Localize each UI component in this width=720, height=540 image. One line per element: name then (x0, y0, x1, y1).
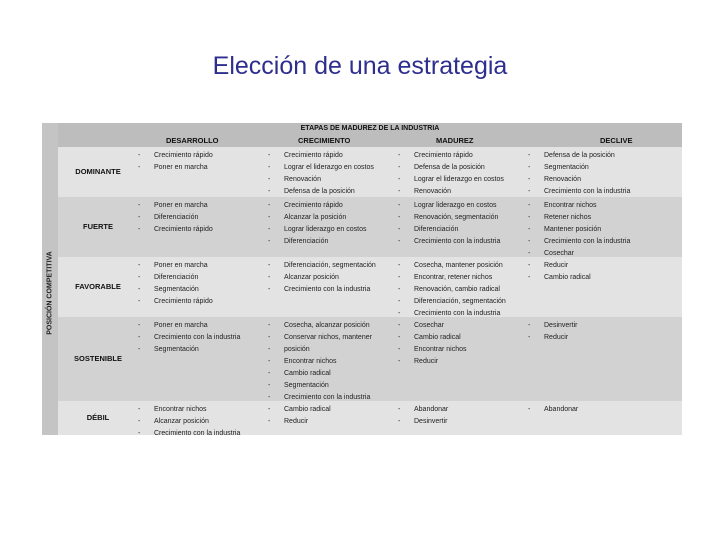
bullet-dash-icon: - (138, 298, 141, 305)
list-item (528, 236, 630, 248)
list-item-text: Lograr el liderazgo en costos (284, 164, 374, 171)
list-item-text: Crecimiento rápido (154, 298, 213, 305)
table-cell (268, 404, 331, 428)
list-item (528, 260, 591, 272)
bullet-dash-icon: - (398, 262, 401, 269)
bullet-dash-icon: - (138, 226, 141, 233)
list-item-text: Alcanzar posición (154, 418, 209, 425)
bullet-dash-icon: - (528, 406, 531, 413)
table-cell (138, 200, 213, 236)
list-item-text: Poner en marcha (154, 262, 208, 269)
list-item-text: Cambio radical (284, 406, 331, 413)
list-item-text: Crecimiento rápido (414, 152, 473, 159)
list-item-text: Cosecha, alcanzar posición (284, 322, 370, 329)
bullet-dash-icon: - (398, 358, 401, 365)
list-item (138, 416, 240, 428)
list-item (528, 174, 630, 186)
list-item-text: Poner en marcha (154, 164, 208, 171)
list-item-text: Encontrar nichos (414, 346, 467, 353)
list-item (398, 344, 467, 356)
bullet-dash-icon: - (138, 164, 141, 171)
list-item-text: Conservar nichos, mantener (284, 334, 372, 341)
bullet-dash-icon: - (398, 188, 401, 195)
table-cell (398, 260, 506, 320)
list-item (138, 212, 213, 224)
list-item-text: Abandonar (414, 406, 449, 413)
list-item (268, 236, 367, 248)
list-item (398, 260, 506, 272)
table-cell (138, 260, 213, 308)
list-item (268, 344, 372, 356)
list-item-text: Renovación (544, 176, 581, 183)
list-item-text: Crecimiento con la industria (414, 310, 501, 317)
list-item (268, 150, 374, 162)
list-item (398, 404, 448, 416)
bullet-dash-icon: - (268, 152, 271, 159)
list-item-text: Crecimiento con la industria (284, 286, 371, 293)
strategy-matrix-table (42, 123, 682, 435)
list-item (138, 272, 213, 284)
table-cell (528, 404, 578, 416)
list-item-text: Crecimiento rápido (154, 226, 213, 233)
list-item (138, 332, 240, 344)
column-header-declive: DECLIVE (600, 136, 633, 145)
table-cell (398, 320, 467, 368)
list-item (398, 356, 467, 368)
stages-header: ETAPAS DE MADUREZ DE LA INDUSTRIA (300, 125, 440, 132)
bullet-dash-icon: - (398, 406, 401, 413)
list-item (528, 224, 630, 236)
list-item (138, 224, 213, 236)
list-item (268, 224, 367, 236)
list-item-text: Cambio radical (414, 334, 461, 341)
list-item-text: Abandonar (544, 406, 579, 413)
bullet-dash-icon: - (528, 176, 531, 183)
list-item-text: Diferenciación (284, 238, 329, 245)
list-item-text: posición (284, 346, 310, 353)
bullet-dash-icon: - (138, 418, 141, 425)
bullet-dash-icon: - (528, 202, 531, 209)
list-item (138, 200, 213, 212)
list-item (528, 212, 630, 224)
bullet-dash-icon: - (268, 164, 271, 171)
bullet-dash-icon: - (528, 250, 531, 257)
list-item (138, 150, 213, 162)
bullet-dash-icon: - (138, 406, 141, 413)
bullet-dash-icon: - (398, 322, 401, 329)
table-cell (398, 200, 500, 248)
list-item (268, 416, 331, 428)
table-row (58, 257, 682, 317)
column-header-madurez: MADUREZ (436, 136, 474, 145)
bullet-dash-icon: - (268, 188, 271, 195)
list-item-text: Desinvertir (544, 322, 578, 329)
list-item (398, 320, 467, 332)
list-item (528, 404, 578, 416)
list-item-text: Desinvertir (414, 418, 448, 425)
bullet-dash-icon: - (398, 226, 401, 233)
list-item-text: Renovación (284, 176, 321, 183)
row-label: DOMINANTE (75, 167, 121, 176)
bullet-dash-icon: - (528, 334, 531, 341)
list-item (138, 296, 213, 308)
table-row (58, 197, 682, 257)
list-item-text: Renovación, cambio radical (414, 286, 500, 293)
list-item (398, 224, 500, 236)
list-item (528, 200, 630, 212)
list-item-text: Defensa de la posición (414, 164, 485, 171)
bullet-dash-icon: - (268, 394, 271, 401)
table-cell (268, 150, 374, 198)
column-header-crecimiento: CRECIMIENTO (298, 136, 351, 145)
list-item (398, 284, 506, 296)
table-row (58, 317, 682, 401)
list-item (138, 404, 240, 416)
bullet-dash-icon: - (268, 334, 271, 341)
list-item-text: Lograr el liderazgo en costos (414, 176, 504, 183)
bullet-dash-icon: - (138, 274, 141, 281)
bullet-dash-icon: - (398, 214, 401, 221)
list-item-text: Diferenciación, segmentación (284, 262, 376, 269)
table-row (58, 147, 682, 197)
table-cell (138, 404, 240, 440)
bullet-dash-icon: - (268, 202, 271, 209)
bullet-dash-icon: - (398, 346, 401, 353)
bullet-dash-icon: - (138, 214, 141, 221)
list-item-text: Diferenciación (414, 226, 459, 233)
list-item (398, 236, 500, 248)
list-item-text: Renovación, segmentación (414, 214, 499, 221)
bullet-dash-icon: - (268, 176, 271, 183)
table-cell (138, 320, 240, 356)
bullet-dash-icon: - (268, 358, 271, 365)
list-item-text: Encontrar nichos (154, 406, 207, 413)
list-item-text: Crecimiento con la industria (284, 394, 371, 401)
bullet-dash-icon: - (398, 238, 401, 245)
bullet-dash-icon: - (138, 334, 141, 341)
list-item-text: Segmentación (284, 382, 329, 389)
list-item (398, 296, 506, 308)
table-cell (528, 200, 630, 260)
row-label: FAVORABLE (75, 282, 121, 291)
list-item-text: Crecimiento con la industria (544, 188, 631, 195)
list-item (268, 260, 376, 272)
list-item (268, 404, 331, 416)
list-item-text: Cambio radical (284, 370, 331, 377)
side-axis (42, 123, 58, 435)
bullet-dash-icon: - (268, 226, 271, 233)
list-item-text: Crecimiento rápido (154, 152, 213, 159)
list-item (138, 284, 213, 296)
list-item-text: Crecimiento rápido (284, 202, 343, 209)
bullet-dash-icon: - (398, 418, 401, 425)
bullet-dash-icon: - (268, 262, 271, 269)
table-cell (398, 404, 448, 428)
list-item-text: Mantener posición (544, 226, 602, 233)
bullet-dash-icon: - (398, 152, 401, 159)
bullet-dash-icon: - (138, 322, 141, 329)
table-cell (528, 260, 591, 284)
bullet-dash-icon: - (268, 286, 271, 293)
table-cell (528, 320, 577, 344)
list-item-text: Cambio radical (544, 274, 591, 281)
bullet-dash-icon: - (398, 202, 401, 209)
list-item (528, 332, 577, 344)
bullet-dash-icon: - (398, 298, 401, 305)
table-row (58, 401, 682, 435)
bullet-dash-icon: - (528, 164, 531, 171)
list-item (398, 174, 504, 186)
side-axis-label: POSICIÓN COMPETITIVA (46, 251, 54, 335)
table-cell (138, 150, 213, 174)
list-item-text: Cosecha, mantener posición (414, 262, 503, 269)
list-item (268, 320, 372, 332)
list-item (398, 212, 500, 224)
list-item-text: Crecimiento rápido (284, 152, 343, 159)
list-item-text: Reducir (284, 418, 309, 425)
bullet-dash-icon: - (398, 164, 401, 171)
table-cell (398, 150, 504, 198)
bullet-dash-icon: - (398, 274, 401, 281)
list-item-text: Cosechar (414, 322, 444, 329)
bullet-dash-icon: - (528, 152, 531, 159)
list-item (268, 284, 376, 296)
bullet-dash-icon: - (528, 274, 531, 281)
list-item (268, 212, 367, 224)
list-item-text: Encontrar nichos (544, 202, 597, 209)
bullet-dash-icon: - (138, 152, 141, 159)
list-item-text: Cosechar (544, 250, 574, 257)
bullet-dash-icon: - (268, 406, 271, 413)
bullet-dash-icon: - (398, 310, 401, 317)
list-item-text: Crecimiento con la industria (544, 238, 631, 245)
list-item-text: Diferenciación, segmentación (414, 298, 506, 305)
list-item (268, 200, 367, 212)
row-label: SOSTENIBLE (74, 354, 122, 363)
bullet-dash-icon: - (268, 382, 271, 389)
bullet-dash-icon: - (398, 176, 401, 183)
bullet-dash-icon: - (528, 214, 531, 221)
list-item (268, 332, 372, 344)
bullet-dash-icon: - (268, 238, 271, 245)
list-item (268, 174, 374, 186)
table-cell (268, 260, 376, 296)
list-item-text: Segmentación (544, 164, 589, 171)
list-item (268, 380, 372, 392)
list-item-text: Encontrar nichos (284, 358, 337, 365)
bullet-dash-icon: - (138, 430, 141, 437)
bullet-dash-icon: - (268, 346, 271, 353)
bullet-dash-icon: - (398, 334, 401, 341)
list-item (138, 260, 213, 272)
list-item (138, 344, 240, 356)
list-item-text: Poner en marcha (154, 322, 208, 329)
list-item-text: Crecimiento con la industria (154, 430, 241, 437)
bullet-dash-icon: - (138, 202, 141, 209)
list-item-text: Lograr liderazgo en costos (284, 226, 367, 233)
table-cell (268, 320, 372, 404)
list-item (528, 150, 630, 162)
list-item (138, 162, 213, 174)
list-item-text: Lograr liderazgo en costos (414, 202, 497, 209)
list-item-text: Diferenciación (154, 274, 199, 281)
list-item (138, 428, 240, 440)
bullet-dash-icon: - (528, 238, 531, 245)
list-item-text: Encontrar, retener nichos (414, 274, 493, 281)
table-cell (268, 200, 367, 248)
list-item (398, 162, 504, 174)
bullet-dash-icon: - (528, 226, 531, 233)
bullet-dash-icon: - (268, 322, 271, 329)
bullet-dash-icon: - (138, 262, 141, 269)
bullet-dash-icon: - (268, 214, 271, 221)
list-item (398, 200, 500, 212)
list-item-text: Alcanzar posición (284, 274, 339, 281)
bullet-dash-icon: - (528, 322, 531, 329)
bullet-dash-icon: - (268, 418, 271, 425)
list-item (528, 320, 577, 332)
list-item-text: Renovación (414, 188, 451, 195)
list-item-text: Crecimiento con la industria (154, 334, 241, 341)
bullet-dash-icon: - (528, 262, 531, 269)
bullet-dash-icon: - (398, 286, 401, 293)
bullet-dash-icon: - (138, 346, 141, 353)
table-header (58, 123, 682, 147)
list-item (398, 416, 448, 428)
bullet-dash-icon: - (138, 286, 141, 293)
bullet-dash-icon: - (268, 274, 271, 281)
list-item-text: Segmentación (154, 286, 199, 293)
slide-title: Elección de una estrategia (212, 52, 508, 80)
list-item-text: Reducir (414, 358, 439, 365)
list-item-text: Defensa de la posición (544, 152, 615, 159)
column-header-desarrollo: DESARROLLO (166, 136, 219, 145)
list-item (398, 150, 504, 162)
list-item-text: Diferenciación (154, 214, 199, 221)
list-item (268, 162, 374, 174)
list-item-text: Segmentación (154, 346, 199, 353)
bullet-dash-icon: - (268, 370, 271, 377)
list-item-text: Reducir (544, 262, 569, 269)
list-item-text: Reducir (544, 334, 569, 341)
bullet-dash-icon: - (528, 188, 531, 195)
list-item (268, 368, 372, 380)
list-item-text: Poner en marcha (154, 202, 208, 209)
list-item-text: Defensa de la posición (284, 188, 355, 195)
row-label: DÉBIL (86, 413, 110, 422)
list-item-text: Alcanzar la posición (284, 214, 347, 221)
list-item (398, 332, 467, 344)
row-label: FUERTE (83, 222, 113, 231)
list-item (398, 272, 506, 284)
list-item-text: Retener nichos (544, 214, 592, 221)
list-item (138, 320, 240, 332)
list-item-text: Crecimiento con la industria (414, 238, 501, 245)
list-item (268, 356, 372, 368)
list-item (528, 162, 630, 174)
list-item (528, 272, 591, 284)
list-item (268, 272, 376, 284)
table-cell (528, 150, 630, 198)
